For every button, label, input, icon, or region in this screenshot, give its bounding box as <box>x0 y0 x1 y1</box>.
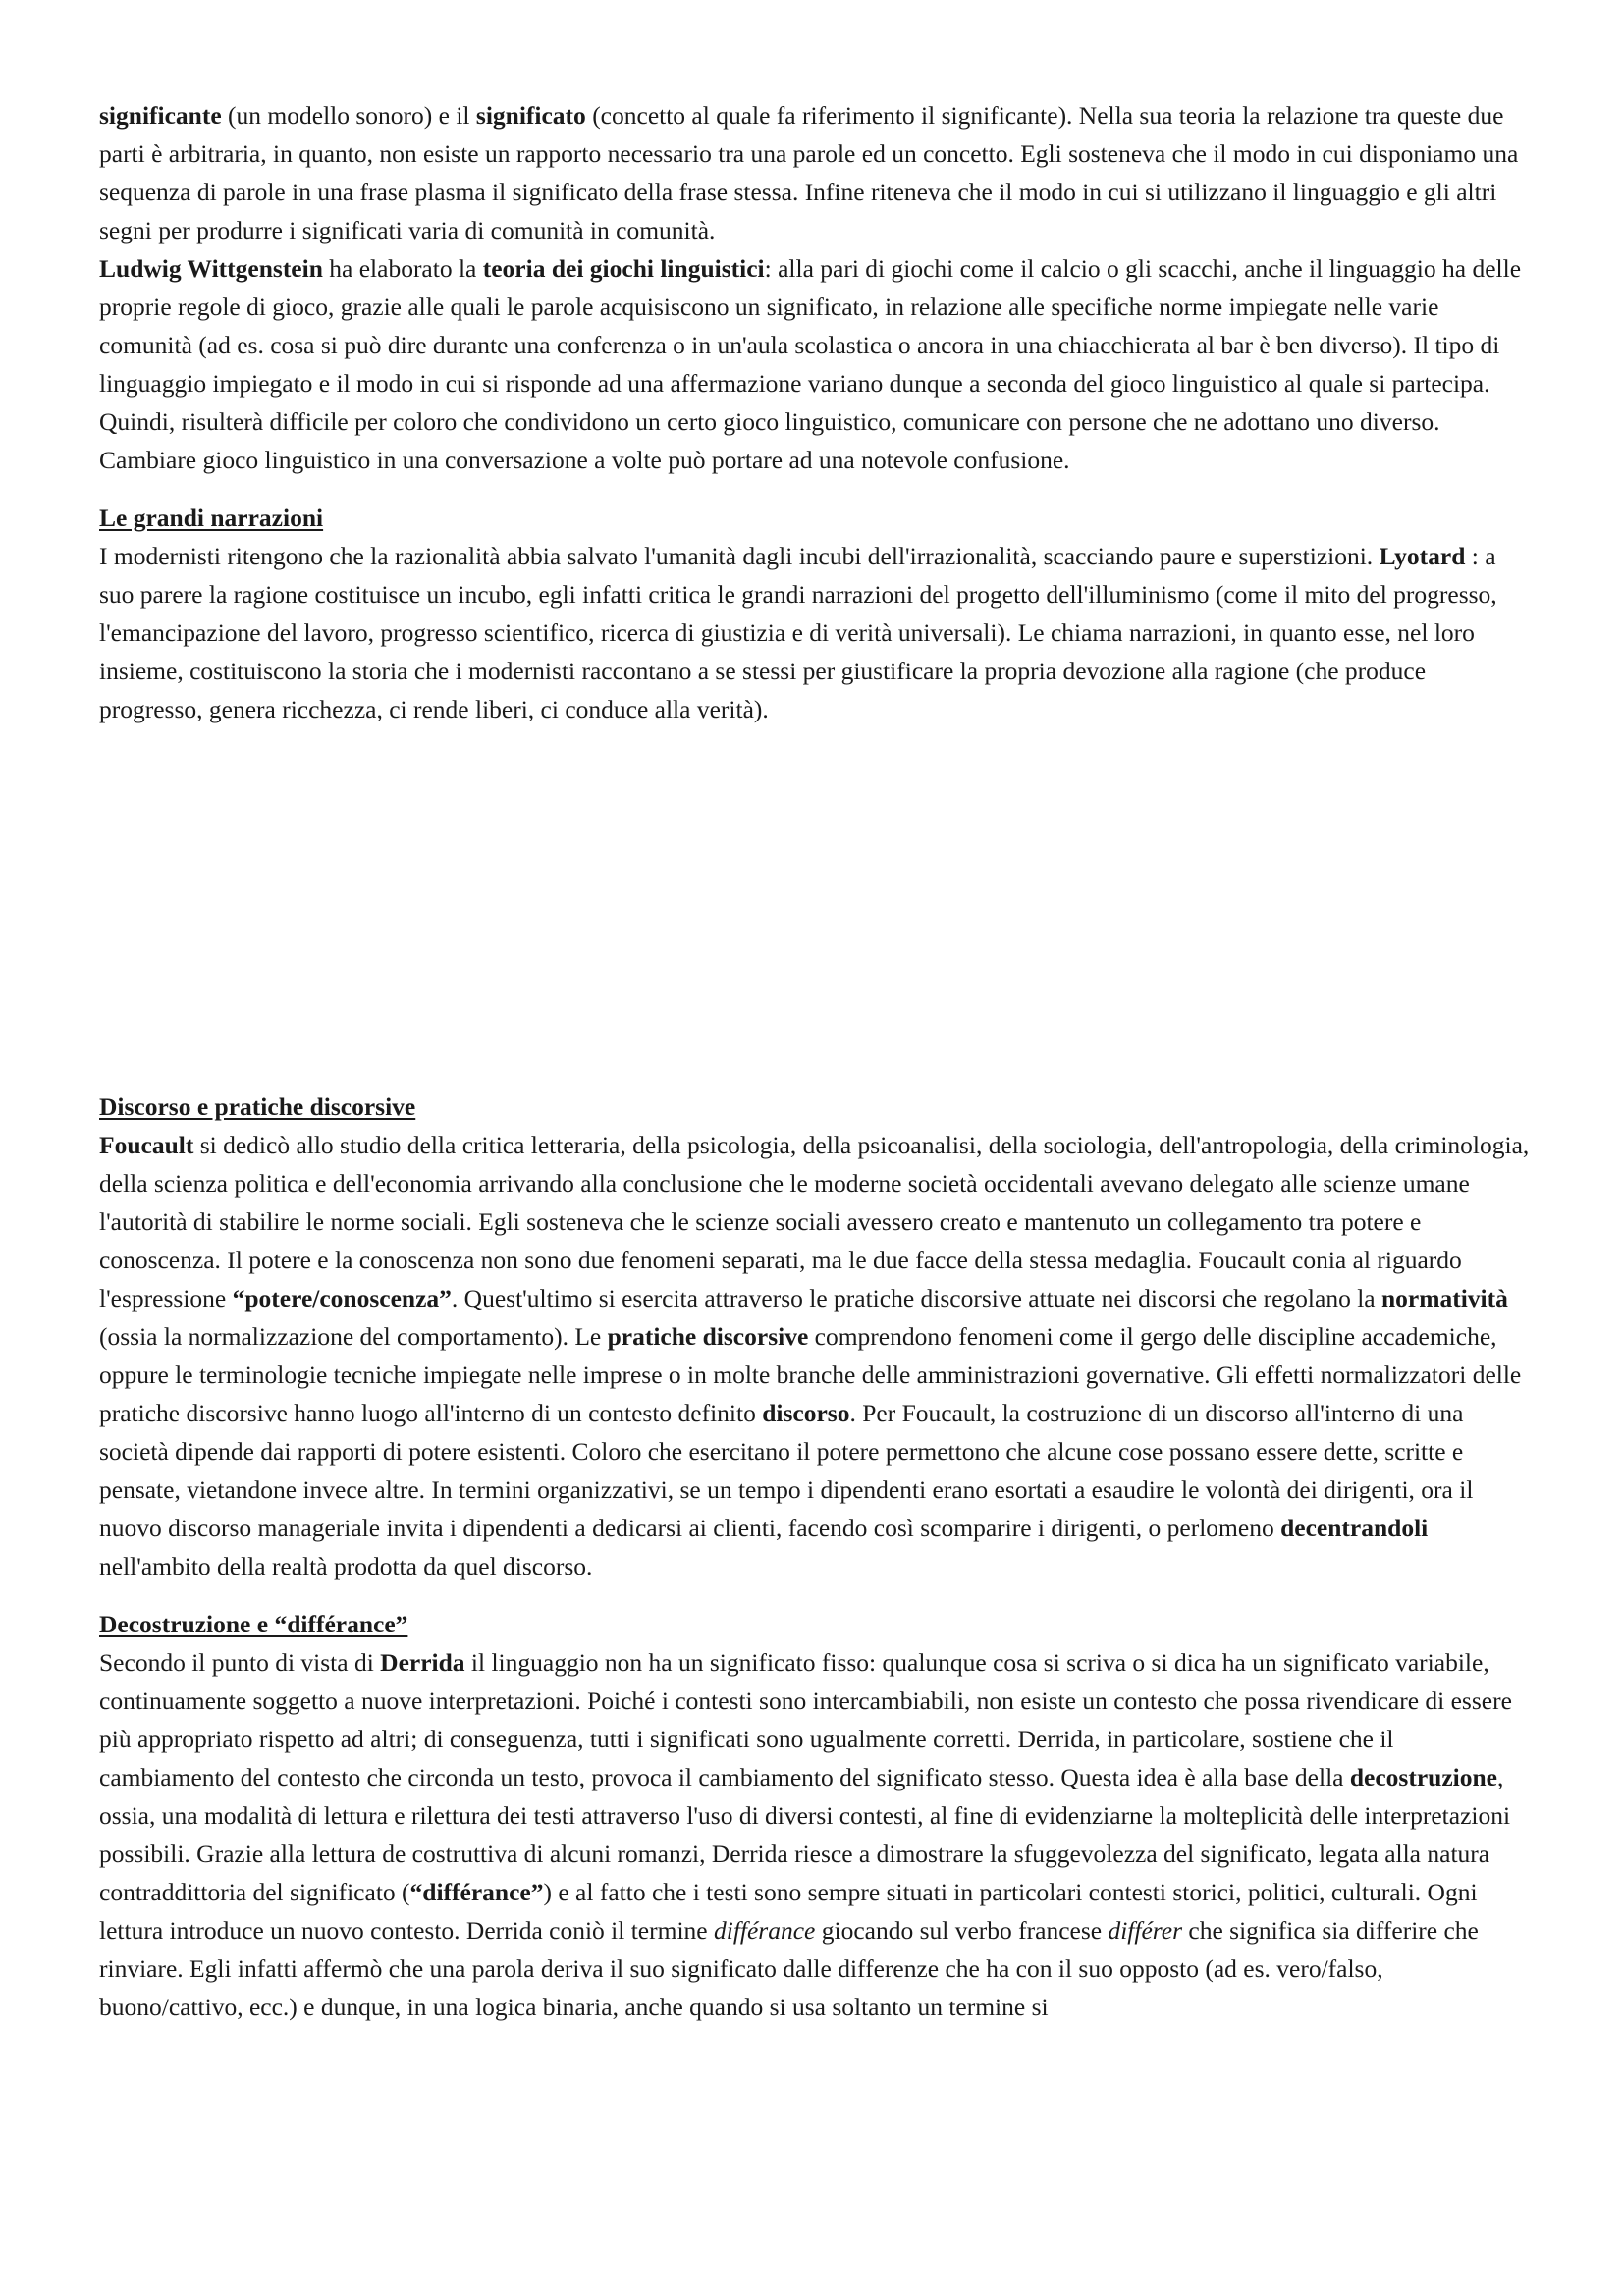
discorso-text: nell'ambito della realtà prodotta da quel discorso. <box>99 1552 593 1580</box>
decostruzione-text: , ossia, una modalità di lettura e rilettura dei testi attraverso l'uso di diversi contesti, al fine di evidenziarne la molteplicità delle interpretazioni possibili. Grazie alla lettura de costruttiva di alcuni romanzi, Derrida riesce a dimostrare la sfuggevolezza del significato, legata alla natura contraddittoria del significato ( <box>99 1763 1511 1906</box>
discorso-text: si dedicò allo studio della critica letteraria, della psicologia, della psicoanalisi, della sociologia, dell'antropologia, della criminologia, della scienza politica e dell'economia arrivando alla conclusione che le moderne società occidentali avevano delegato alle scienze umane l'autorità di stabilire le norme sociali. Egli sosteneva che le scienze sociali avessero creato e mantenuto un collegamento tra potere e conoscenza. Il potere e la conoscenza non sono due fenomeni separati, ma le due facce della stessa medaglia. Foucault conia al riguardo l'espressione <box>99 1131 1530 1312</box>
decostruzione-text: Secondo il punto di vista di <box>99 1648 381 1677</box>
term-decostruzione: decostruzione <box>1349 1763 1497 1791</box>
heading-decostruzione: Decostruzione e “différance” <box>99 1610 408 1638</box>
term-giochi-linguistici: teoria dei giochi linguistici <box>482 254 765 283</box>
discorso-text: . Quest'ultimo si esercita attraverso le pratiche discorsive attuate nei discorsi che regolano la <box>451 1284 1381 1312</box>
term-differance-italic: différance <box>713 1916 816 1945</box>
decostruzione-text: ) e al fatto che i testi sono sempre situati in particolari contesti storici, politici, culturali. Ogni lettura introduce un nuovo contesto. Derrida coniò il termine <box>99 1878 1478 1945</box>
wittgenstein-text: : alla pari di giochi come il calcio o gli scacchi, anche il linguaggio ha delle proprie regole di gioco, grazie alle quali le parole acquisiscono un significato, in relazione alle specifiche norme impiegate nelle varie comunità (ad es. cosa si può dire durante una conferenza o in un'aula scolastica o ancora in una chiacchierata al bar è ben diverso). Il tipo di linguaggio impiegato e il modo in cui si risponde ad una affermazione variano dunque a seconda del gioco linguistico al quale si partecipa. Quindi, risulterà difficile per coloro che condividono un certo gioco linguistico, comunicare con persone che ne adottano uno diverso. Cambiare gioco linguistico in una conversazione a volte può portare ad una notevole confusione. <box>99 254 1522 474</box>
term-significato: significato <box>475 101 586 130</box>
intro-text: (un modello sonoro) e il <box>221 101 476 130</box>
discorso-paragraph <box>99 1126 1533 1585</box>
decostruzione-text: il linguaggio non ha un significato fisso: qualunque cosa si scriva o si dica ha un significato variabile, continuamente soggetto a nuove interpretazioni. Poiché i contesti sono intercambiabili, non esiste un contesto che possa rivendicare di essere più appropriato rispetto ad altri; di conseguenza, tutti i significati sono ugualmente corretti. Derrida, in particolare, sostiene che il cambiamento del contesto che circonda un testo, provoca il cambiamento del significato stesso. Questa idea è alla base della <box>99 1648 1512 1791</box>
name-derrida: Derrida <box>380 1648 465 1677</box>
term-pratiche-discorsive: pratiche discorsive <box>607 1322 809 1351</box>
spacer <box>99 728 1533 1088</box>
intro-text: (concetto al quale fa riferimento il significante). Nella sua teoria la relazione tra queste due parti è arbitraria, in quanto, non esiste un rapporto necessario tra una parole ed un concetto. Egli sosteneva che il modo in cui disponiamo una sequenza di parole in una frase plasma il significato della frase stessa. Infine riteneva che il modo in cui si utilizzano il linguaggio e gli altri segni per produrre i significati varia di comunità in comunità. <box>99 101 1519 244</box>
decostruzione-paragraph <box>99 1643 1533 2026</box>
document-page <box>99 96 1533 2026</box>
name-lyotard: Lyotard <box>1379 542 1466 570</box>
name-foucault: Foucault <box>99 1131 194 1159</box>
term-differer-italic: différer <box>1108 1916 1183 1945</box>
discorso-text: (ossia la normalizzazione del comportamento). Le <box>99 1322 608 1351</box>
discorso-text: comprendono fenomeni come il gergo delle discipline accademiche, oppure le terminologie tecniche impiegate nelle imprese o in molte branche delle amministrazioni governative. Gli effetti normalizzatori delle pratiche discorsive hanno luogo all'interno di un contesto definito <box>99 1322 1522 1427</box>
term-discorso: discorso <box>762 1399 850 1427</box>
narrazioni-paragraph <box>99 537 1533 728</box>
heading-grandi-narrazioni: Le grandi narrazioni <box>99 504 324 532</box>
name-wittgenstein: Ludwig Wittgenstein <box>99 254 323 283</box>
decostruzione-text: che significa sia differire che rinviare. Egli infatti affermò che una parola deriva il suo significato dalle differenze che ha con il suo opposto (ad es. vero/falso, buono/cattivo, ecc.) e dunque, in una logica binaria, anche quando si usa soltanto un termine si <box>99 1916 1479 2021</box>
term-potere-conoscenza: “potere/conoscenza” <box>232 1284 452 1312</box>
wittgenstein-text: ha elaborato la <box>322 254 483 283</box>
narrazioni-text: : a suo parere la ragione costituisce un incubo, egli infatti critica le grandi narrazioni del progetto dell'illuminismo (come il mito del progresso, l'emancipazione del lavoro, progresso scientifico, ricerca di giustizia e di verità universali). Le chiama narrazioni, in quanto esse, nel loro insieme, costituiscono la storia che i modernisti raccontano a se stessi per giustificare la propria devozione alla ragione (che produce progresso, genera ricchezza, ci rende liberi, ci conduce alla verità). <box>99 542 1497 723</box>
term-significante: significante <box>99 101 222 130</box>
term-normativita: normatività <box>1380 1284 1508 1312</box>
spacer <box>99 479 1533 499</box>
heading-discorso: Discorso e pratiche discorsive <box>99 1093 416 1121</box>
spacer <box>99 1585 1533 1605</box>
intro-paragraph <box>99 96 1533 249</box>
term-differance-quoted: “différance” <box>409 1878 544 1906</box>
decostruzione-text: giocando sul verbo francese <box>815 1916 1109 1945</box>
discorso-text: . Per Foucault, la costruzione di un discorso all'interno di una società dipende dai rapporti di potere esistenti. Coloro che esercitano il potere permettono che alcune cose possano essere dette, scritte e pensate, vietandone invece altre. In termini organizzativi, se un tempo i dipendenti erano esortati a esaudire le volontà dei dirigenti, ora il nuovo discorso manageriale invita i dipendenti a dedicarsi ai clienti, facendo così scomparire i dirigenti, o perlomeno <box>99 1399 1474 1542</box>
term-decentrandoli: decentrandoli <box>1280 1514 1429 1542</box>
wittgenstein-paragraph <box>99 249 1533 479</box>
narrazioni-text: I modernisti ritengono che la razionalità abbia salvato l'umanità dagli incubi dell'irrazionalità, scacciando paure e superstizioni. <box>99 542 1380 570</box>
